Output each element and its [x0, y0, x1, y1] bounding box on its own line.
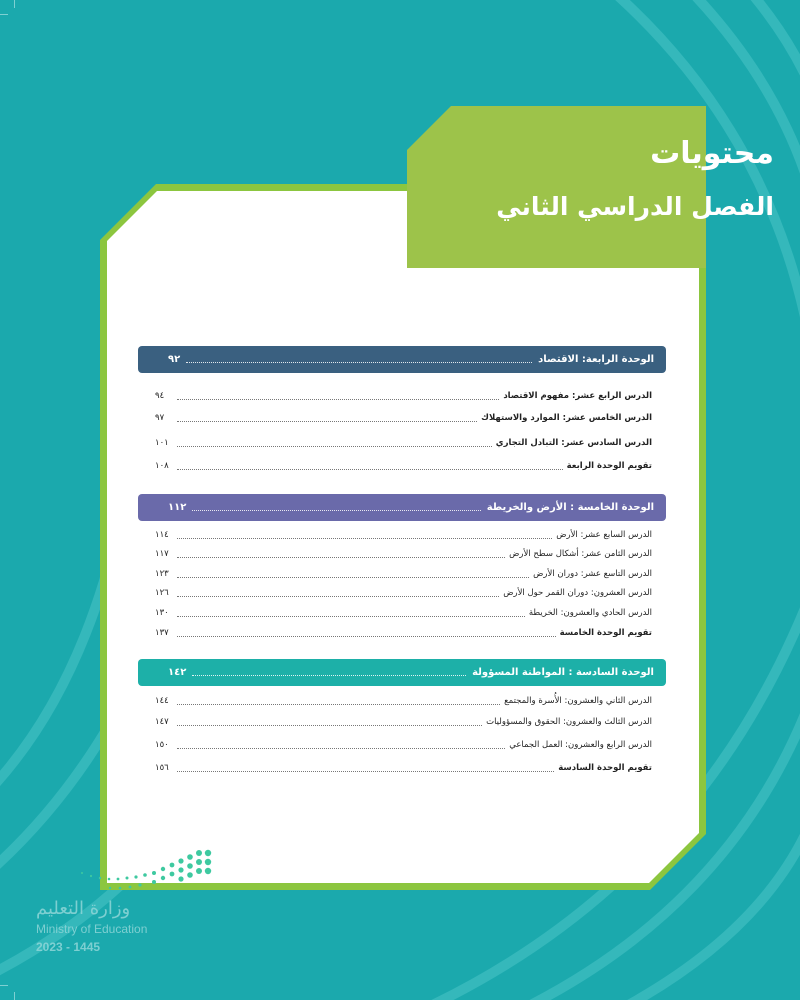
crop-mark [14, 0, 15, 8]
toc-entry[interactable] [155, 714, 652, 730]
unit-page: ١٤٢ [168, 667, 187, 678]
toc-entry-page: ١٠١ [155, 438, 169, 448]
toc-entry-label: الدرس الثاني والعشرون: الأُسرة والمجتمع [504, 696, 652, 706]
toc-entry-page: ١٣٧ [155, 628, 169, 638]
unit-title: الوحدة الرابعة: الاقتصاد [538, 354, 654, 365]
toc-entry-label: الدرس العشرون: دوران القمر حول الأرض [503, 588, 652, 598]
toc-entry-label: الدرس التاسع عشر: دوران الأرض [533, 569, 652, 579]
ministry-name-english: Ministry of Education [36, 922, 148, 936]
toc-entry-page: ٩٧ [155, 413, 165, 423]
leader-dots [177, 596, 499, 597]
toc-entry[interactable] [155, 737, 652, 753]
toc-entry[interactable] [155, 605, 652, 621]
leader-dots [177, 577, 529, 578]
toc-entry-page: ١٤٤ [155, 696, 169, 706]
page-title: محتويات [650, 136, 774, 171]
toc-entry[interactable] [155, 458, 652, 474]
toc-entry-page: ١٣٠ [155, 608, 169, 618]
leader-dots [177, 636, 556, 637]
toc-entry-page: ١٢٣ [155, 569, 169, 579]
toc-entry-page: ١٢٦ [155, 588, 169, 598]
title-box [407, 106, 706, 268]
toc-entry-label: الدرس الخامس عشر: الموارد والاستهلاك [481, 413, 652, 423]
toc-entry-page: ٩٤ [155, 391, 165, 401]
unit-5-header[interactable] [138, 494, 666, 521]
toc-entry[interactable] [155, 566, 652, 582]
toc-entry[interactable] [155, 410, 652, 426]
toc-entry-page: ١١٤ [155, 530, 169, 540]
page-subtitle: الفصل الدراسي الثاني [496, 192, 774, 221]
leader-dots [177, 469, 563, 470]
edition-year: 2023 - 1445 [36, 940, 101, 954]
leader-dots [192, 675, 466, 676]
toc-entry-label: الدرس الرابع عشر: مفهوم الاقتصاد [503, 391, 652, 401]
leader-dots [177, 557, 505, 558]
toc-entry-label: الدرس الرابع والعشرون: العمل الجماعي [509, 740, 652, 750]
toc-entry-label: تقويم الوحدة السادسة [558, 763, 652, 773]
toc-entry-label: الدرس السابع عشر: الأرض [556, 530, 652, 540]
toc-entry-page: ١٥٦ [155, 763, 169, 773]
toc-entry[interactable] [155, 546, 652, 562]
toc-entry[interactable] [155, 760, 652, 776]
crop-mark [14, 992, 15, 1000]
leader-dots [186, 362, 532, 363]
leader-dots [177, 725, 482, 726]
leader-dots [177, 538, 552, 539]
unit-title: الوحدة الخامسة : الأرض والخريطة [486, 502, 654, 513]
toc-entry[interactable] [155, 693, 652, 709]
leader-dots [177, 446, 492, 447]
leader-dots [177, 421, 477, 422]
toc-entry-page: ١١٧ [155, 549, 169, 559]
toc-entry-label: تقويم الوحدة الرابعة [566, 461, 652, 471]
unit-title: الوحدة السادسة : المواطنة المسؤولة [472, 667, 654, 678]
ministry-name-arabic: وزارة التعليم [36, 898, 131, 919]
toc-entry[interactable] [155, 388, 652, 404]
toc-entry-page: ١٠٨ [155, 461, 169, 471]
toc-entry-page: ١٥٠ [155, 740, 169, 750]
leader-dots [177, 616, 525, 617]
leader-dots [192, 510, 480, 511]
toc-entry[interactable] [155, 527, 652, 543]
toc-entry-label: الدرس الثامن عشر: أشكال سطح الأرض [509, 549, 652, 559]
unit-6-header[interactable] [138, 659, 666, 686]
leader-dots [177, 771, 554, 772]
toc-entry-page: ١٤٧ [155, 717, 169, 727]
crop-mark [0, 14, 8, 15]
leader-dots [177, 748, 505, 749]
toc-entry[interactable] [155, 435, 652, 451]
unit-page: ١١٢ [168, 502, 187, 513]
unit-page: ٩٢ [168, 354, 181, 365]
toc-entry-label: تقويم الوحدة الخامسة [559, 628, 652, 638]
unit-4-header[interactable] [138, 346, 666, 373]
toc-entry-label: الدرس الثالث والعشرون: الحقوق والمسؤوليات [486, 717, 652, 727]
leader-dots [177, 704, 500, 705]
toc-entry[interactable] [155, 625, 652, 641]
toc-entry-label: الدرس الحادي والعشرون: الخريطة [528, 608, 652, 618]
crop-mark [0, 985, 8, 986]
toc-entry-label: الدرس السادس عشر: التبادل التجاري [495, 438, 652, 448]
leader-dots [177, 399, 499, 400]
toc-entry[interactable] [155, 585, 652, 601]
